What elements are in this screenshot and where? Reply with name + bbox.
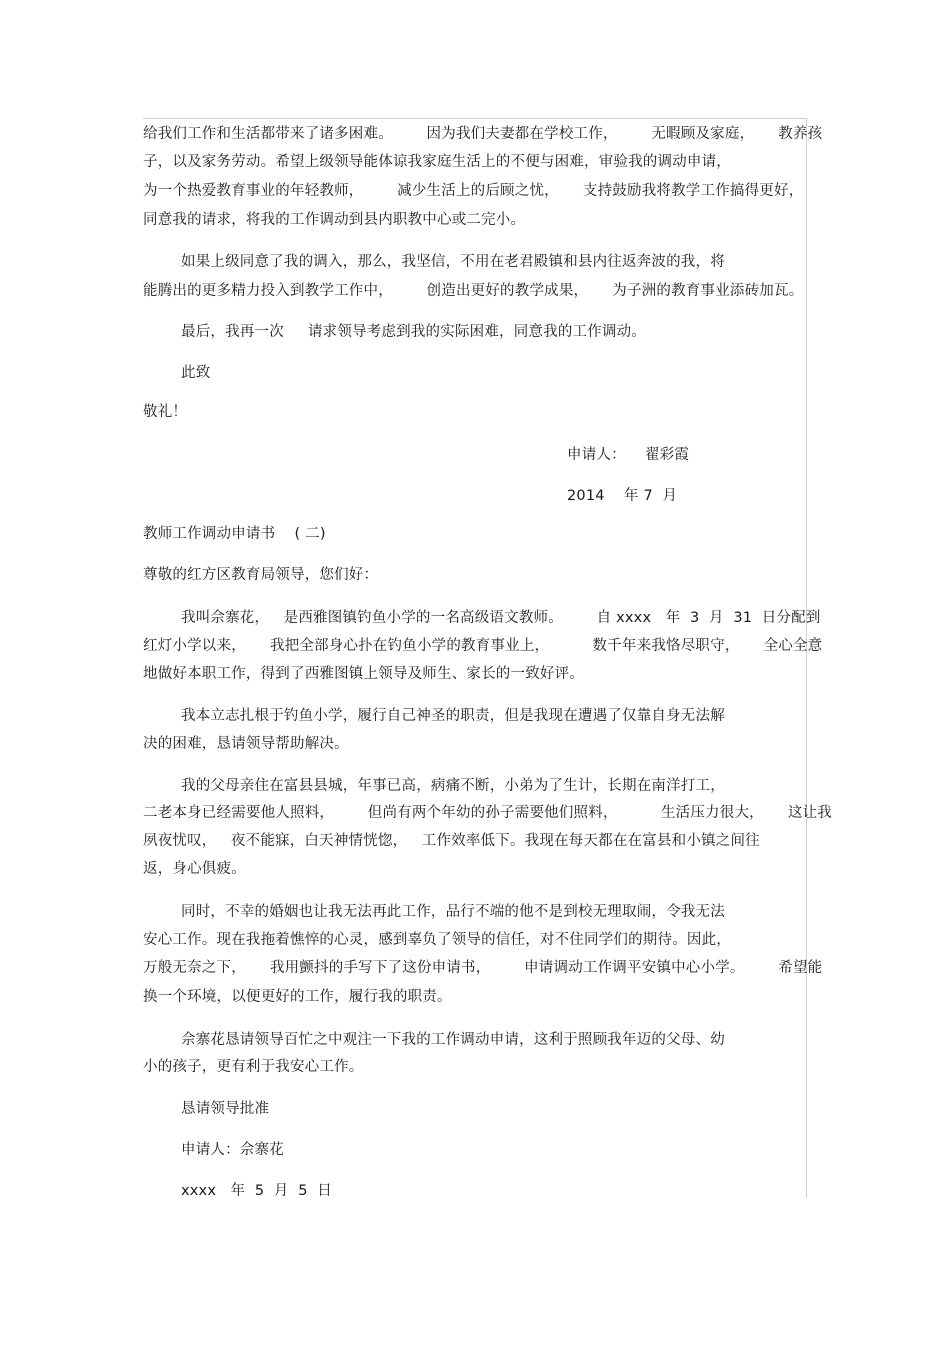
text-line: 为一个热爱教育事业的年轻教师， 减少生活上的后顾之忧， 支持鼓励我将教学工作搞得更好， [143,183,804,199]
text-line: 万般无奈之下， 我用颤抖的手写下了这份申请书， 申请调动工作调平安镇中心小学。 希望能 [143,960,823,976]
text-line: 安心工作。现在我拖着憔悴的心灵，感到辜负了领导的信任，对不住同学们的期待。因此， [143,932,731,948]
text-line: 返，身心俱疲。 [143,861,246,877]
text-line: 决的困难，恳请领导帮助解决。 [143,736,349,752]
text-line: 地做好本职工作，得到了西雅图镇上领导及师生、家长的一致好评。 [143,666,584,682]
text-line: 佘寨花恳请领导百忙之中观注一下我的工作调动申请，这利于照顾我年迈的父母、幼 [181,1032,725,1048]
text-line: 此致 [181,365,211,381]
page-border-top [143,118,807,119]
text-line: 我本立志扎根于钓鱼小学，履行自己神圣的职责，但是我现在遭遇了仅靠自身无法解 [181,708,725,724]
text-line: 敬礼！ [143,404,188,420]
signature-date: 2014 年 7 月 [567,488,678,504]
text-line: 小的孩子，更有利于我安心工作。 [143,1059,364,1075]
text-line: 恳请领导批准 [181,1101,270,1117]
text-line: 给我们工作和生活都带来了诸多困难。 因为我们夫妻都在学校工作， 无暇顾及家庭， 教养孩 [143,126,823,142]
text-line: 红灯小学以来， 我把全部身心扑在钓鱼小学的教育事业上， 数千年来我恪尽职守， 全心全意 [143,638,823,654]
text-line: 换一个环境，以便更好的工作，履行我的职责。 [143,989,452,1005]
text-line: 夙夜忧叹， 夜不能寐，白天神情恍惚， 工作效率低下。我现在每天都在在富县和小镇之间往 [143,833,760,849]
page-border-right [806,118,807,1198]
signature-applicant: 申请人： 翟彩霞 [567,447,690,463]
text-line: 我的父母亲住在富县县城，年事已高，病痛不断，小弟为了生计，长期在南洋打工， [181,778,725,794]
text-line: 同时，不幸的婚姻也让我无法再此工作，品行不端的他不是到校无理取闹，令我无法 [181,904,725,920]
text-line: 能腾出的更多精力投入到教学工作中， 创造出更好的教学成果， 为子洲的教育事业添砖加瓦。 [143,283,804,299]
section-title: 教师工作调动申请书 ( 二) [143,526,326,542]
text-line: 二老本身已经需要他人照料， 但尚有两个年幼的孙子需要他们照料， 生活压力很大， 这让我 [143,805,832,821]
text-line: xxxx 年 5 月 5 日 [181,1183,332,1199]
text-line: 申请人：佘寨花 [181,1142,284,1158]
text-line: 如果上级同意了我的调入，那么，我坚信，不用在老君殿镇和县内往返奔波的我，将 [181,254,725,270]
salutation: 尊敬的红方区教育局领导，您们好： [143,567,379,583]
text-line: 我叫佘寨花， 是西雅图镇钓鱼小学的一名高级语文教师。 自 xxxx 年 3 月 31 日分配到 [181,610,821,626]
text-line: 最后，我再一次 请求领导考虑到我的实际困难，同意我的工作调动。 [181,324,647,340]
text-line: 子，以及家务劳动。希望上级领导能体谅我家庭生活上的不便与困难，审验我的调动申请， [143,154,731,170]
text-line: 同意我的请求，将我的工作调动到县内职教中心或二完小。 [143,212,526,228]
